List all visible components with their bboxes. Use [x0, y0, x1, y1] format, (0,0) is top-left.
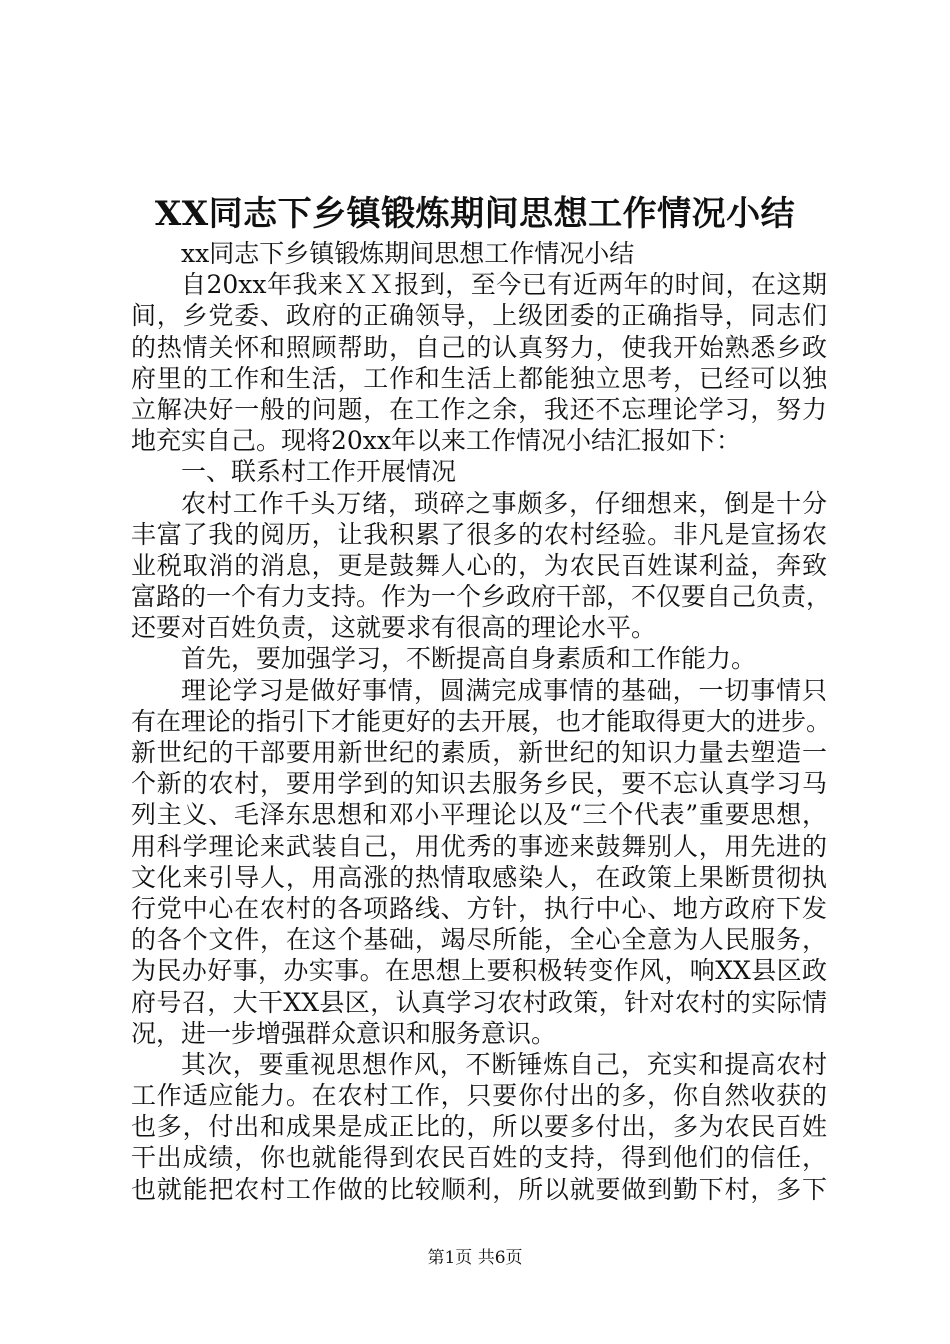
body-text-line: 也就能把农村工作做的比较顺利，所以就要做到勤下村，多下: [131, 1174, 827, 1204]
body-text-line: 个新的农村，要用学到的知识去服务乡民，要不忘认真学习马: [131, 769, 827, 799]
body-text-line: xx同志下乡镇锻炼期间思想工作情况小结: [181, 239, 635, 268]
body-text-line: 有在理论的指引下才能更好的去开展，也才能取得更大的进步。: [131, 706, 832, 736]
body-text-line: 行党中心在农村的各项路线、方针，执行中心、地方政府下发: [131, 893, 827, 923]
body-text-line: 文化来引导人，用高涨的热情取感染人，在政策上果断贯彻执: [131, 862, 827, 892]
body-text-line: 府里的工作和生活，工作和生活上都能独立思考，已经可以独: [131, 363, 827, 393]
body-text-line: 府号召，大干XX县区，认真学习农村政策，针对农村的实际情: [131, 987, 827, 1017]
body-text-line: 丰富了我的阅历，让我积累了很多的农村经验。非凡是宣扬农: [131, 519, 827, 549]
body-text-line: 自20xx年我来ＸＸ报到，至今已有近两年的时间，在这期: [181, 270, 827, 300]
body-text-line: 为民办好事，办实事。在思想上要积极转变作风，响XX县区政: [131, 956, 827, 986]
body-text-line: 也多，付出和成果是成正比的，所以要多付出，多为农民百姓: [131, 1112, 827, 1142]
body-text-line: 工作适应能力。在农村工作，只要你付出的多，你自然收获的: [131, 1081, 827, 1111]
body-text-line: 理论学习是做好事情，圆满完成事情的基础，一切事情只: [181, 675, 827, 705]
body-text-line: 立解决好一般的问题，在工作之余，我还不忘理论学习，努力: [131, 394, 827, 424]
page-footer: 第1页 共6页: [427, 1248, 523, 1268]
body-text-line: 富路的一个有力支持。作为一个乡政府干部，不仅要自己负责，: [131, 582, 832, 612]
body-text-line: 其次，要重视思想作风，不断锤炼自己，充实和提高农村: [181, 1049, 827, 1079]
body-text-line: 还要对百姓负责，这就要求有很高的理论水平。: [131, 613, 657, 643]
document-title: XX同志下乡镇锻炼期间思想工作情况小结: [154, 194, 796, 234]
document-body: [131, 238, 832, 1205]
body-text-line: 一、联系村工作开展情况: [181, 457, 457, 487]
body-text-line: 业税取消的消息，更是鼓舞人心的，为农民百姓谋利益，奔致: [131, 550, 827, 580]
body-text-line: 首先，要加强学习，不断提高自身素质和工作能力。: [181, 644, 757, 674]
body-text-line: 间，乡党委、政府的正确领导，上级团委的正确指导，同志们: [131, 301, 827, 331]
body-text-line: 列主义、毛泽东思想和邓小平理论以及“三个代表”重要思想，: [131, 800, 827, 830]
body-text-line: 地充实自己。现将20xx年以来工作情况小结汇报如下：: [131, 426, 742, 456]
body-text-line: 干出成绩，你也就能得到农民百姓的支持，得到他们的信任，: [131, 1143, 827, 1173]
body-text-line: 农村工作千头万绪，琐碎之事颇多，仔细想来，倒是十分: [181, 488, 827, 518]
body-text-line: 况，进一步增强群众意识和服务意识。: [131, 1018, 557, 1048]
body-text-line: 新世纪的干部要用新世纪的素质，新世纪的知识力量去塑造一: [131, 738, 827, 767]
body-text-line: 用科学理论来武装自己，用优秀的事迹来鼓舞别人，用先进的: [131, 831, 827, 861]
body-text-line: 的各个文件，在这个基础，竭尽所能，全心全意为人民服务，: [131, 925, 827, 955]
body-text-line: 的热情关怀和照顾帮助，自己的认真努力，使我开始熟悉乡政: [131, 332, 827, 362]
